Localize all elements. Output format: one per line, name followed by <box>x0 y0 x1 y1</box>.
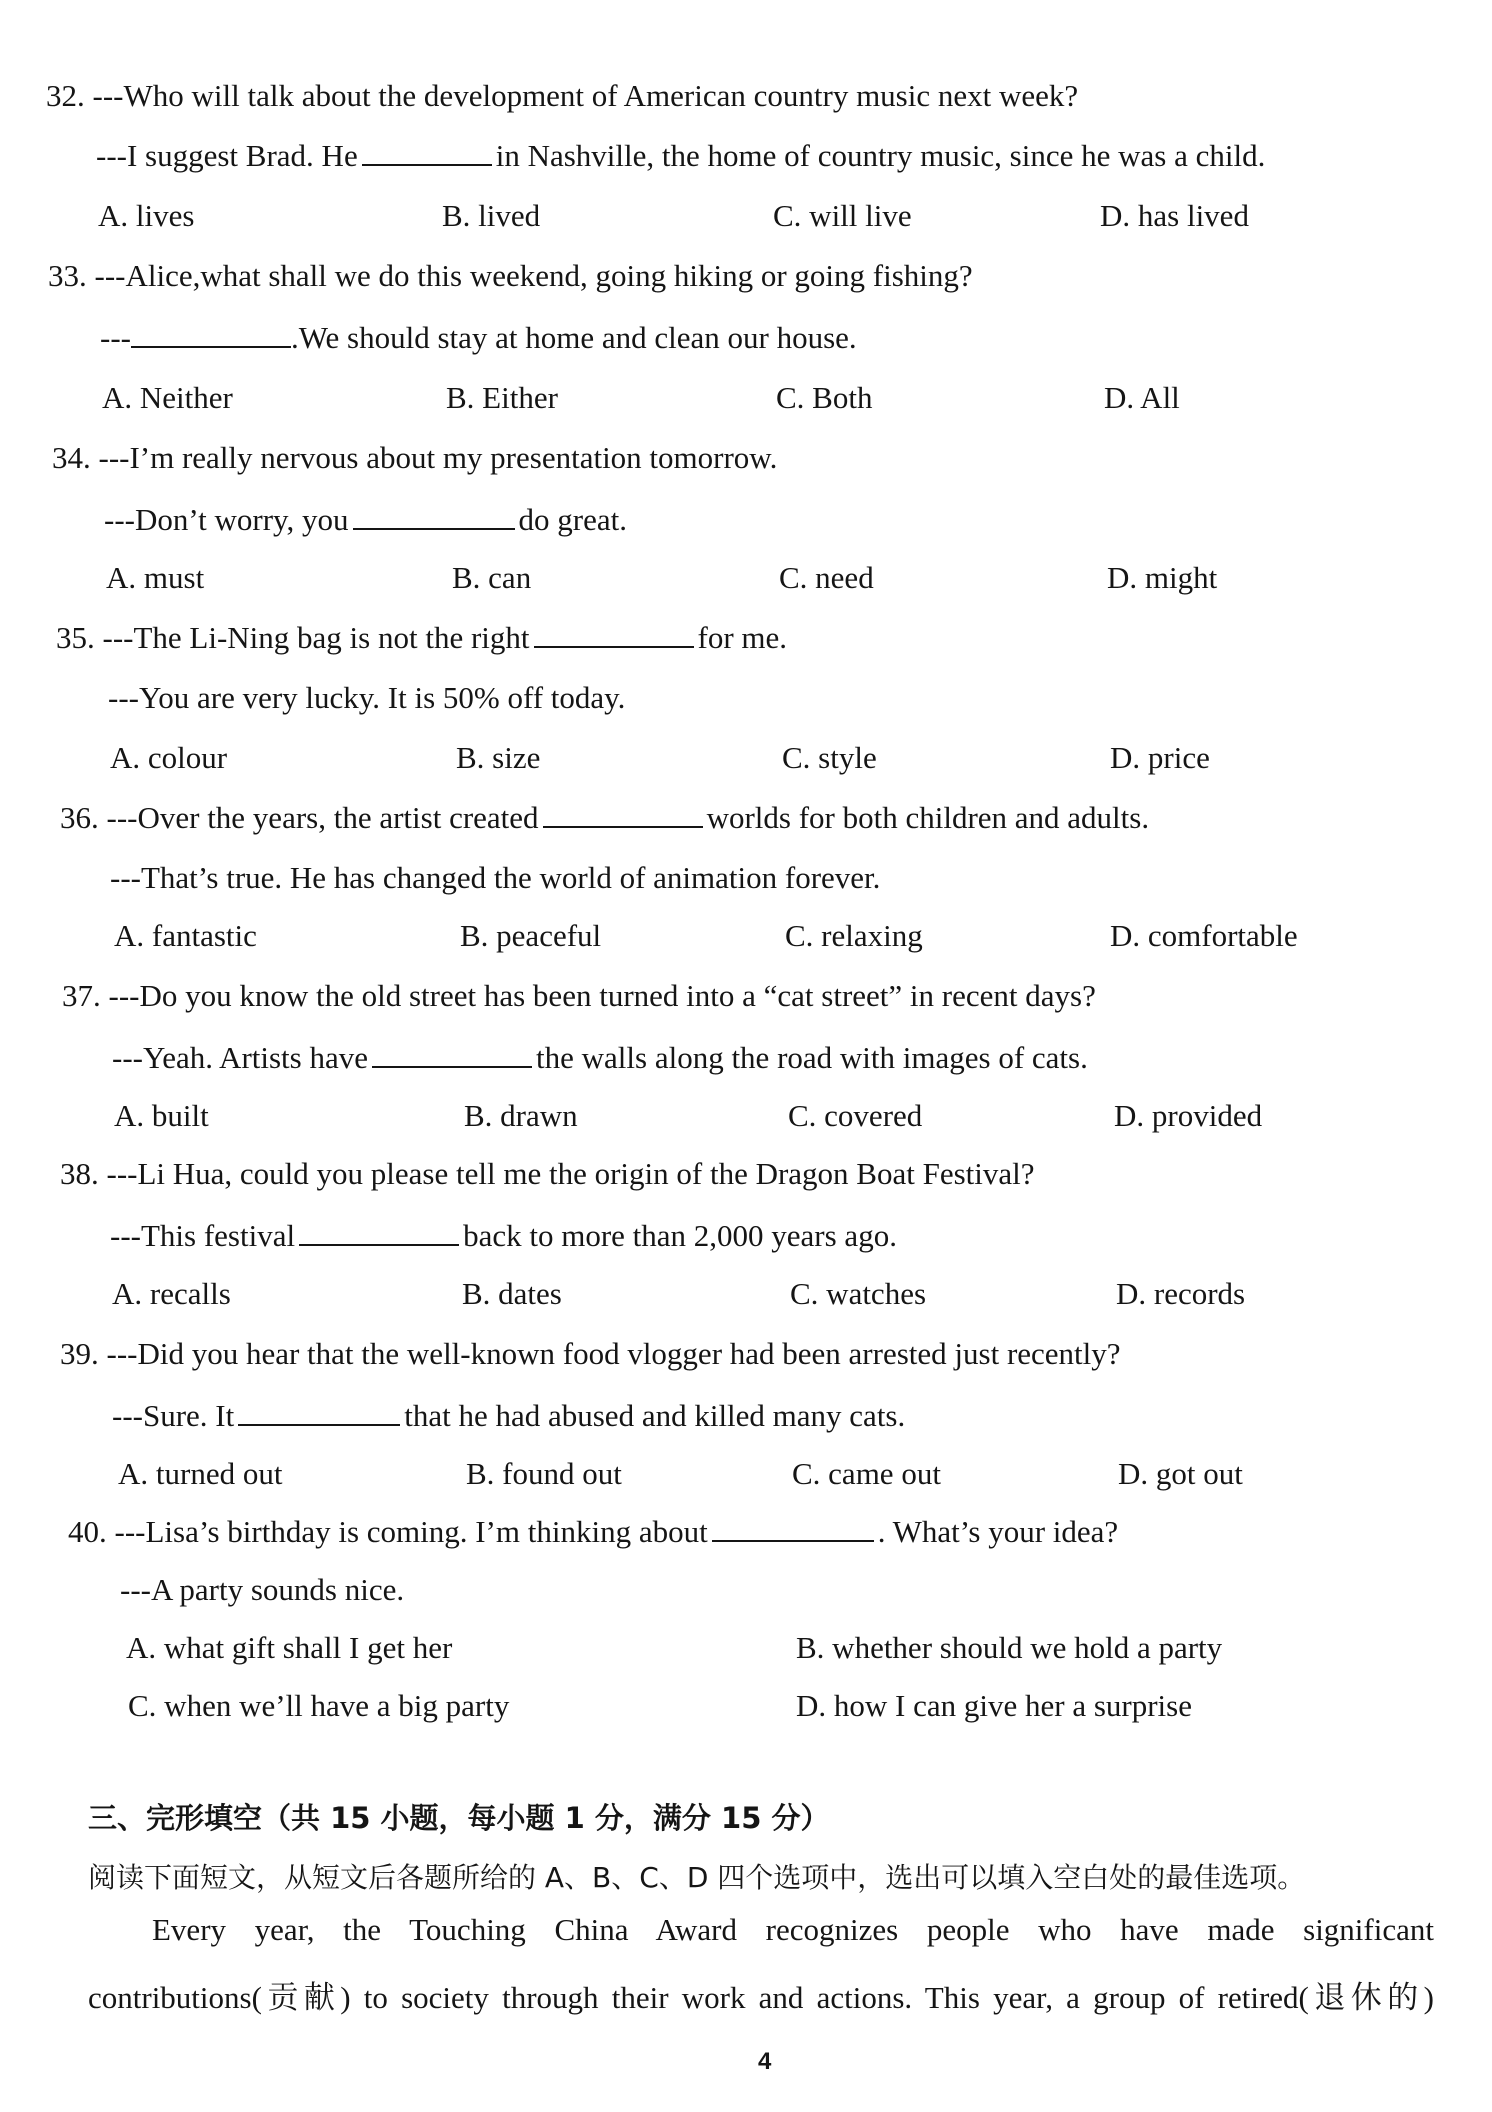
option-c: C. will live <box>773 198 912 233</box>
option-b: B. drawn <box>464 1098 578 1133</box>
reply-text: back to more than 2,000 years ago. <box>463 1218 897 1253</box>
reply-text: .We should stay at home and clean our house. <box>290 320 857 355</box>
option-a: A. what gift shall I get her <box>126 1630 453 1665</box>
question-number: 37. <box>62 978 101 1013</box>
reply-text: ---I suggest Brad. He <box>96 138 358 173</box>
option-a: A. built <box>114 1098 209 1133</box>
option-a: A. recalls <box>112 1276 231 1311</box>
reply-text: the walls along the road with images of cats. <box>536 1040 1088 1075</box>
reply-text: do great. <box>518 502 627 537</box>
option-a: A. fantastic <box>114 918 257 953</box>
option-c: C. covered <box>788 1098 923 1133</box>
question-text: ---Do you know the old street has been turned into a “cat street” in recent days? <box>108 978 1096 1013</box>
reply-text: ---Sure. It <box>112 1398 235 1433</box>
question-number: 38. <box>60 1156 99 1191</box>
option-d: D. provided <box>1114 1098 1263 1133</box>
question-stem <box>46 76 1078 116</box>
option-d: D. price <box>1110 740 1210 775</box>
question-stem <box>52 438 777 478</box>
question-text: ---I’m really nervous about my presentation tomorrow. <box>98 440 778 475</box>
reply-text: ---This festival <box>110 1218 296 1253</box>
answer-blank <box>372 1036 532 1068</box>
option-b: B. Either <box>446 380 558 415</box>
question-number: 35. <box>56 620 95 655</box>
option-d: D. how I can give her a surprise <box>796 1688 1192 1723</box>
answer-blank <box>299 1214 459 1246</box>
option-d: D. records <box>1116 1276 1246 1311</box>
question-number: 32. <box>46 78 85 113</box>
question-stem <box>60 1154 1035 1194</box>
option-c: C. style <box>782 740 877 775</box>
question-reply <box>110 858 880 898</box>
option-c: C. came out <box>792 1456 941 1491</box>
passage-line: Every year, the Touching China Award recognizes people who have made significant <box>152 1912 1434 1947</box>
section-instruction: 阅读下面短文，从短文后各题所给的 A、B、C、D 四个选项中，选出可以填入空白处的最佳选项。 <box>88 1861 1306 1894</box>
question-reply <box>96 134 1265 176</box>
answer-blank <box>238 1394 400 1426</box>
question-stem <box>60 796 1149 838</box>
question-number: 36. <box>60 800 99 835</box>
answer-blank <box>353 498 515 530</box>
question-text: ---Li Hua, could you please tell me the origin of the Dragon Boat Festival? <box>106 1156 1035 1191</box>
option-b: B. whether should we hold a party <box>796 1630 1223 1665</box>
option-b: B. lived <box>442 198 541 233</box>
option-c: C. when we’ll have a big party <box>128 1688 510 1723</box>
answer-blank <box>543 796 703 828</box>
reply-text: ---That’s true. He has changed the world of animation forever. <box>110 860 881 895</box>
option-b: B. dates <box>462 1276 562 1311</box>
option-c: C. Both <box>776 380 873 415</box>
option-b: B. size <box>456 740 541 775</box>
question-reply <box>110 1214 897 1256</box>
option-b: B. peaceful <box>460 918 602 953</box>
question-stem <box>62 976 1096 1016</box>
question-reply <box>104 498 627 540</box>
question-text: ---Over the years, the artist created <box>106 800 539 835</box>
option-c: C. need <box>779 560 874 595</box>
reply-text: that he had abused and killed many cats. <box>404 1398 906 1433</box>
question-text: worlds for both children and adults. <box>706 800 1150 835</box>
option-a: A. colour <box>110 740 228 775</box>
question-stem <box>56 616 787 658</box>
option-a: A. turned out <box>118 1456 283 1491</box>
question-number: 33. <box>48 258 87 293</box>
reply-text: ---You are very lucky. It is 50% off today. <box>108 680 626 715</box>
question-number: 39. <box>60 1336 99 1371</box>
question-text: . What’s your idea? <box>877 1514 1119 1549</box>
option-b: B. found out <box>466 1456 622 1491</box>
question-reply <box>108 678 625 718</box>
option-d: D. has lived <box>1100 198 1249 233</box>
passage-line: contributions(贡献) to society through their work and actions. This year, a group of retired(退休的) <box>88 1980 1434 2015</box>
option-d: D. might <box>1107 560 1218 595</box>
question-text: ---Alice,what shall we do this weekend, going hiking or going fishing? <box>94 258 973 293</box>
option-c: C. relaxing <box>785 918 923 953</box>
section-title: 三、完形填空（共 15 小题，每小题 1 分，满分 15 分） <box>88 1801 830 1835</box>
option-a: A. Neither <box>102 380 233 415</box>
option-d: D. got out <box>1118 1456 1243 1491</box>
question-text: ---Did you hear that the well-known food vlogger had been arrested just recently? <box>106 1336 1121 1371</box>
answer-blank <box>712 1510 874 1542</box>
question-stem <box>48 256 973 296</box>
answer-blank <box>534 616 694 648</box>
reply-text: ---Yeah. Artists have <box>112 1040 369 1075</box>
question-number: 34. <box>52 440 91 475</box>
question-reply <box>120 1570 404 1610</box>
reply-text: ---Don’t worry, you <box>104 502 349 537</box>
question-reply <box>112 1036 1088 1078</box>
option-c: C. watches <box>790 1276 927 1311</box>
option-a: A. lives <box>98 198 195 233</box>
question-text: ---Lisa’s birthday is coming. I’m thinking about <box>114 1514 708 1549</box>
option-b: B. can <box>452 560 532 595</box>
question-reply <box>100 316 857 358</box>
question-text: ---The Li-Ning bag is not the right <box>102 620 530 655</box>
question-reply <box>112 1394 905 1436</box>
reply-text: in Nashville, the home of country music, since he was a child. <box>495 138 1266 173</box>
answer-blank <box>362 134 492 166</box>
page-number: 4 <box>758 2048 772 2075</box>
question-stem <box>60 1334 1121 1374</box>
question-stem <box>68 1510 1118 1552</box>
answer-blank <box>131 316 291 348</box>
question-number: 40. <box>68 1514 107 1549</box>
question-text: ---Who will talk about the development of American country music next week? <box>92 78 1079 113</box>
option-a: A. must <box>106 560 205 595</box>
option-d: D. All <box>1104 380 1180 415</box>
option-d: D. comfortable <box>1110 918 1298 953</box>
reply-text: --- <box>100 320 131 355</box>
question-text: for me. <box>697 620 788 655</box>
reply-text: ---A party sounds nice. <box>120 1572 405 1607</box>
